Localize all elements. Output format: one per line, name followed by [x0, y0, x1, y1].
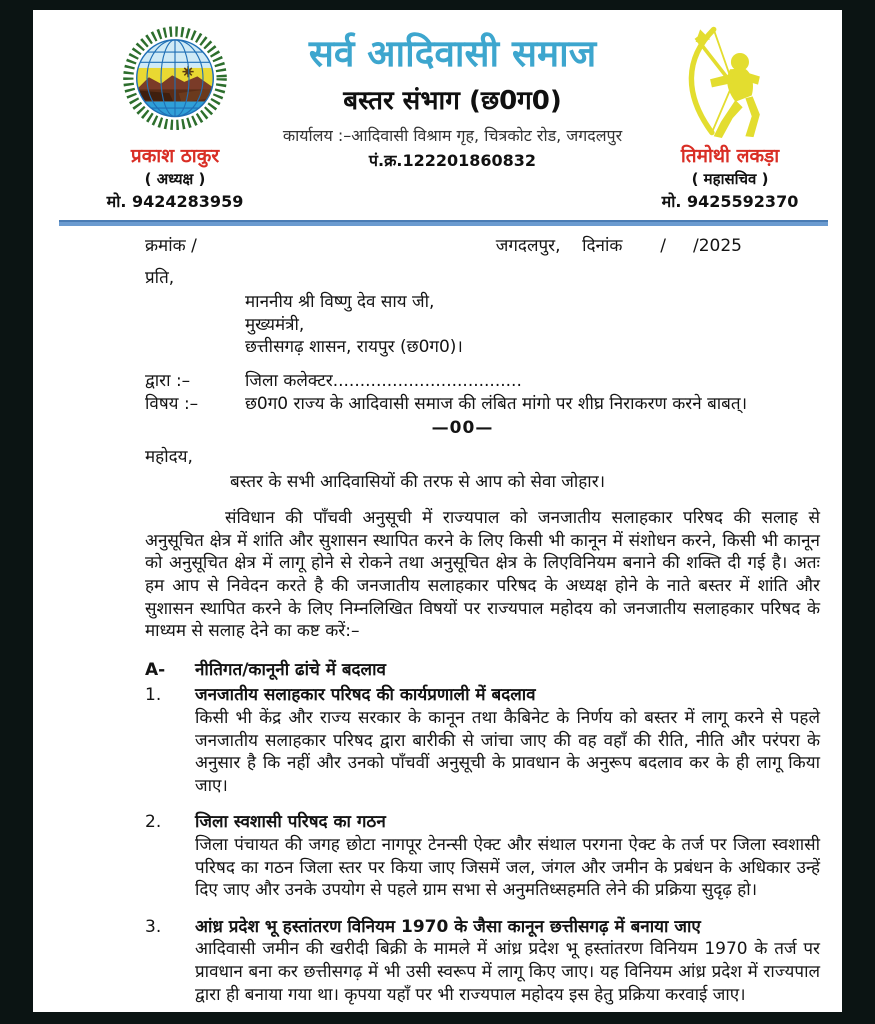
subject-label: विषय :–: [145, 393, 199, 414]
item-number: 3.: [145, 916, 162, 937]
to-label: प्रति,: [145, 267, 175, 288]
subject-value: छ0ग0 राज्य के आदिवासी समाज की लंबित मांगो पर शीघ्र निराकरण करने बाबत्।: [245, 393, 748, 414]
general-secretary-role: ( महासचिव ): [691, 170, 769, 188]
item-content: [195, 916, 820, 1006]
opening-line: बस्तर के सभी आदिवासियों की तरफ से आप को सेवा जोहार।: [230, 472, 606, 493]
president-role: ( अध्यक्ष ): [144, 170, 206, 188]
item-number: 1.: [145, 685, 162, 706]
through-label: द्वारा :–: [145, 371, 191, 392]
item-content: [195, 684, 820, 797]
president-block: [69, 24, 281, 212]
registration-number: पं.क्र.122201860832: [368, 150, 537, 170]
division-line: बस्तर संभाग (छ0ग0): [343, 85, 562, 116]
letterhead: [33, 10, 842, 212]
item-title: जिला स्वशासी परिषद का गठन: [195, 812, 386, 833]
section-title: नीतिगत/कानूनी ढांचे में बदलाव: [195, 659, 386, 680]
section-marker: A-: [145, 659, 166, 680]
letter-body: [33, 226, 842, 1006]
serial-number-label: क्रमांक /: [145, 236, 197, 256]
letter-page: [33, 10, 842, 1012]
item-body: जिला पंचायत की जगह छोटा नागपूर टेनन्सी ऐक्ट और संथाल परगना ऐक्ट के तर्ज पर जिला स्वशासी परिषद का गठन जिला स्तर पर किया जाए जिसमें जल, जंगल और जमीन के प्रबंधन के अधिकार उन्हें दिए जाए और उनके उपयोग से पहले ग्राम सभा से अनुमतिध्सहमति लेने की प्रक्रिया सुदृढ़ हो।: [195, 835, 820, 901]
office-address: कार्यालय :–आदिवासी विश्राम गृह, चित्रकोट रोड, जगदलपुर: [282, 125, 623, 145]
letterhead-center: [281, 24, 624, 171]
archer-bow-icon: [624, 24, 836, 138]
through-row: [145, 370, 820, 393]
list-item: [145, 811, 820, 901]
globe-handshake-emblem-icon: [69, 24, 281, 138]
subject-row: [145, 393, 820, 416]
item-number: 2.: [145, 812, 162, 833]
meta-row: [145, 235, 820, 258]
section-separator: —00—: [431, 418, 494, 439]
addressee-line: छत्तीसगढ़ शासन, रायपुर (छ0ग0)।: [245, 337, 463, 358]
section-heading: [145, 659, 820, 682]
salutation: महोदय,: [145, 446, 193, 467]
item-body: आदिवासी जमीन की खरीदी बिक्री के मामले में आंध्र प्रदेश भू हस्तांतरण विनियम 1970 के तर्ज पर प्रावधान बना कर छत्तीसगढ़ में भी उसी स्वरूप में लागू किए जाए। यह विनियम आंध्र प्रदेश में राज्यपाल द्वारा ही बनाया गया था। कृपया यहाँ पर भी राज्यपाल महोदय इस हेतु प्रक्रिया करवाई जाए।: [195, 939, 820, 1005]
place-date-line: जगदलपुर, दिनांक / /2025: [495, 236, 742, 256]
list-item: [145, 916, 820, 1006]
through-value: जिला कलेक्टर...................................: [245, 371, 522, 392]
intro-paragraph: संविधान की पाँचवी अनुसूची में राज्यपाल को जनजातीय सलाहकार परिषद की सलाह से अनुसूचित क्षेत्र में शांति और सुशासन स्थापित करने के लिए किसी भी कानून में संशोधन करने, किसी भी कानून को अनुसूचित क्षेत्र में लागू होने से रोकने तथा अनुसूचित क्षेत्र के लिएविनियम बनाने की शक्ति दी गई है। अतः हम आप से निवेदन करते है की जनजातीय सलाहकार परिषद के अध्यक्ष होने के नाते बस्तर में शांति और सुशासन स्थापित करने के लिए निम्नलिखित विषयों पर राज्यपाल महोदय को जनजातीय सलाहकार परिषद के माध्यम से सलाह देने का कष्ट करें:–: [145, 508, 820, 642]
general-secretary-block: [624, 24, 836, 212]
item-content: [195, 811, 820, 901]
president-phone: मो. 9424283959: [106, 192, 244, 211]
addressee-line: माननीय श्री विष्णु देव साय जी,: [245, 292, 435, 313]
list-item: [145, 684, 820, 797]
general-secretary-name: तिमोथी लकड़ा: [680, 145, 780, 167]
general-secretary-phone: मो. 9425592370: [661, 192, 799, 211]
item-body: किसी भी केंद्र और राज्य सरकार के कानून तथा कैबिनेट के निर्णय को बस्तर में लागू करने से पहले जनजातीय सलाहकार परिषद द्वारा बारीकी से जांचा जाए की वह वहाँ की रीति, नीति और परंपरा के अनुसार है कि नहीं और उनको पाँचवीं अनुसूची के प्रावधान के अनुरूप बदलाव कर के ही लागू किया जाए।: [195, 707, 820, 796]
org-name: सर्व आदिवासी समाज: [308, 32, 597, 75]
addressee-line: मुख्यमंत्री,: [245, 314, 305, 335]
president-name: प्रकाश ठाकुर: [130, 145, 220, 167]
item-title: जनजातीय सलाहकार परिषद की कार्यप्रणाली में बदलाव: [195, 685, 536, 706]
item-title: आंध्र प्रदेश भू हस्तांतरण विनियम 1970 के जैसा कानून छत्तीसगढ़ में बनाया जाए: [195, 916, 701, 937]
addressee-block: [245, 291, 820, 359]
